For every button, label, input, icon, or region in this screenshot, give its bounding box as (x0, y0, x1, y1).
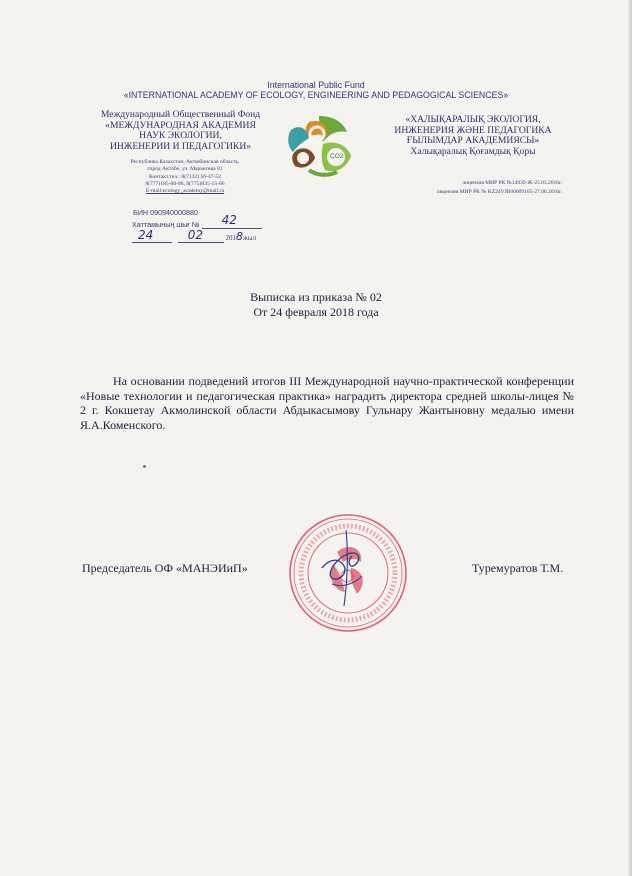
fund-name-english: International Public Fund (267, 80, 365, 90)
kz-line: ИНЖЕНЕРИЯ ЖӘНЕ ПЕДАГОГИКА (394, 124, 552, 136)
date-month-underline (178, 228, 224, 243)
speck (143, 465, 146, 468)
header-russian (78, 110, 283, 152)
ru-line: ИНЖЕНЕРИИ И ПЕДАГОГИКИ» (109, 140, 252, 152)
date-month-handwritten: 02 (187, 228, 204, 242)
date-day-handwritten: 24 (138, 228, 154, 242)
kz-line: Халықаралық Қоғамдық Қоры (410, 145, 536, 157)
outgoing-label: Хаттамының шығ № (132, 220, 200, 229)
address-line: Контакт.тел.: 8(7132) 56-47-52 (149, 173, 221, 180)
order-title: Выписка из приказа № 02 (250, 290, 382, 304)
chair-title: Председатель ОФ «МАНЭИиП» (82, 561, 248, 575)
ru-line: Международный Общественный Фонд (100, 109, 261, 120)
date-suffix: жыл (243, 234, 257, 242)
outgoing-underline (202, 213, 262, 229)
academy-ecology-logo-icon (283, 112, 355, 178)
outgoing-number-handwritten: 42 (221, 213, 237, 227)
header-kazakh (368, 115, 578, 157)
date-year (225, 230, 257, 243)
date-year-digit: 8 (236, 230, 243, 243)
license-line-1: лицензия МИР РК №14939-Ж-25.03.2016г. (462, 180, 562, 186)
date-year-prefix: 201 (225, 234, 236, 242)
date-day-underline (132, 228, 172, 243)
academy-name-english: «INTERNATIONAL ACADEMY OF ECOLOGY, ENGINEERING AND PEDAGOGICAL SCIENCES» (123, 90, 509, 100)
address-line: Республика Казахстан, Актюбинская область, (130, 159, 240, 165)
order-paragraph: На основании подведений итогов III Международной научно-практической конференции «Новые технологии и педагогическая практика» наградить директора средней школы-лицея № 2 г. Кокшетау Акмолинской области Абдыкасымову Гульнару Жантыновну медалью имени Я.А.Коменского. (80, 374, 574, 432)
address-line: 8(777)185-06-86, 8(775)835-15-66 (145, 180, 225, 187)
handwritten-signature-icon (318, 528, 374, 608)
license-line-2: лицензия МИР РК № KZ24VJB00009105-27.06.2016г. (436, 189, 562, 195)
bin-number: БИН 090940000880 (133, 208, 199, 217)
email-link[interactable]: E-mail:ecology_academy@mail.ru (145, 188, 225, 195)
address-block (94, 159, 276, 195)
kz-line: «ХАЛЫҚАРАЛЫҚ ЭКОЛОГИЯ, (405, 114, 541, 125)
logo-co2-label: CO2 (330, 153, 344, 160)
kz-line: ҒЫЛЫМДАР АКАДЕМИЯСЫ» (406, 135, 540, 147)
order-body (80, 374, 574, 432)
signer-name: Туремуратов Т.М. (472, 561, 564, 575)
address-line: город Актобе, ул. Марьесева 81 (147, 166, 223, 173)
ru-line: «МЕЖДУНАРОДНАЯ АКАДЕМИЯ (105, 119, 256, 131)
page-edge-shadow (628, 0, 632, 876)
order-date: От 24 февраля 2018 года (253, 305, 379, 319)
date-line (132, 230, 256, 243)
ru-line: НАУК ЭКОЛОГИИ, (139, 130, 222, 142)
